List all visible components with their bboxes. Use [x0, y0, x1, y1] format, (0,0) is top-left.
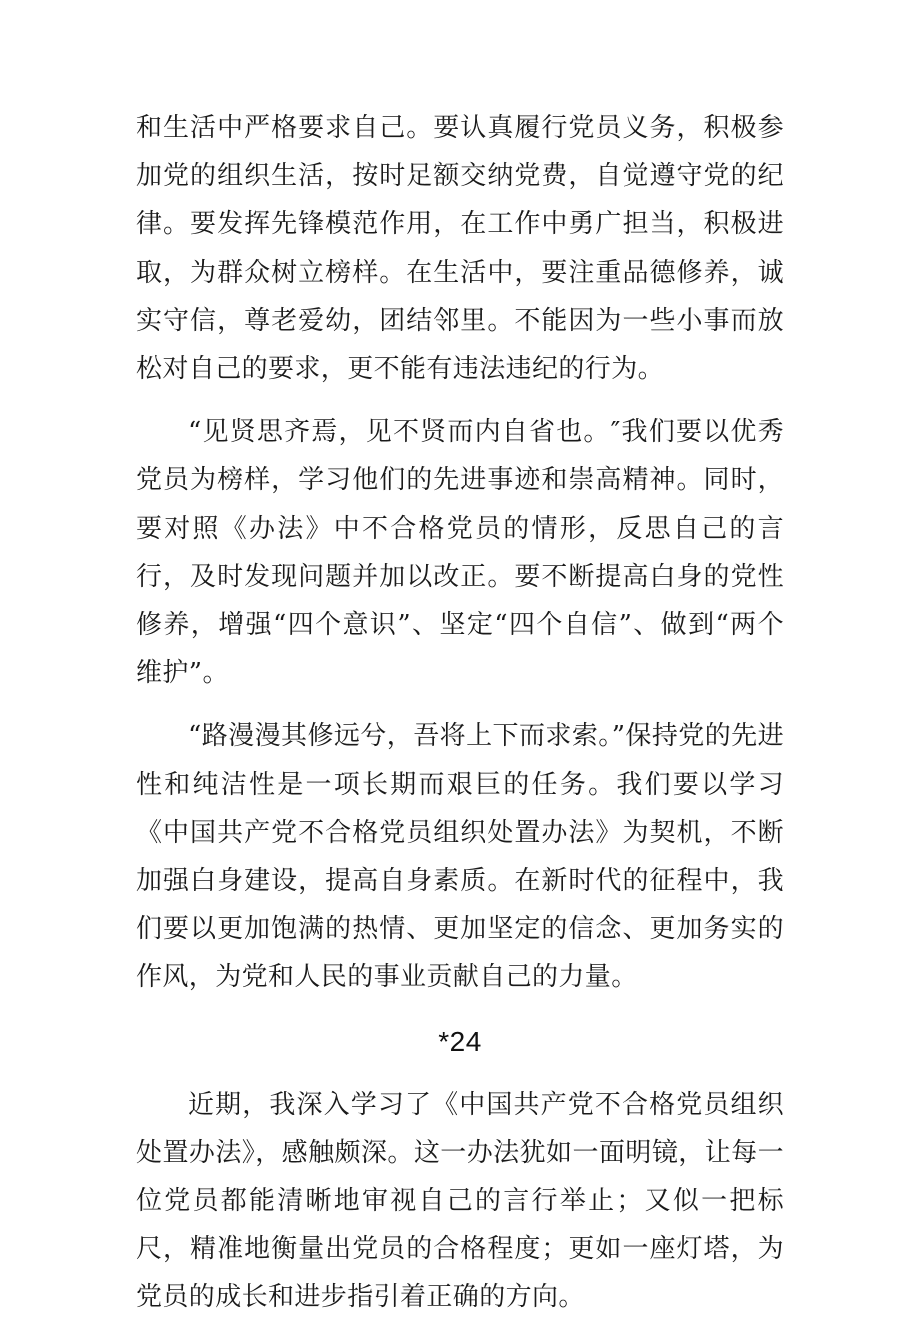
paragraph-intro: 近期，我深入学习了《中国共产党不合格党员组织处置办法》，感触颇深。这一办法犹如一面明镜，让每一位党员都能清晰地审视自己的言行举止；又似一把标尺，精准地衡量出党员的合格程度；更如一座灯塔，为党员的成长和进步指引着正确的方向。 [136, 1089, 784, 1313]
paragraph-quote-xian: “见贤思齐焉，见不贤而内自省也。″我们要以优秀党员为榜样，学习他们的先进事迹和崇高精神。同时，要对照《办法》中不合格党员的情形，反思自己的言行，及时发现问题并加以改正。要不断提高白身的党性修养，增强“四个意识”、坚定“四个自信”、做到“两个维护”。 [136, 417, 784, 689]
section-heading: *24 [438, 1025, 482, 1057]
paragraph-quote-lu: “路漫漫其修远兮，吾将上下而求索。”保持党的先进性和纯洁性是一项长期而艰巨的任务。我们要以学习《中国共产党不合格党员组织处置办法》为契机，不断加强白身建设，提高自身素质。在新时代的征程中，我们要以更加饱满的热情、更加坚定的信念、更加务实的作风，为党和人民的事业贡献自己的力量。 [136, 721, 784, 993]
paragraph-continuation: 和生活中严格要求自己。要认真履行党员义务，积极参加党的组织生活，按时足额交纳党费，自觉遵守党的纪律。要发挥先锋模范作用，在工作中勇广担当，积极进取，为群众树立榜样。在生活中，要注重品德修养，诚实守信，尊老爱幼，团结邻里。不能因为一些小事而放松对自己的要求，更不能有违法违纪的行为。 [136, 113, 784, 385]
document-page [136, 104, 784, 1322]
